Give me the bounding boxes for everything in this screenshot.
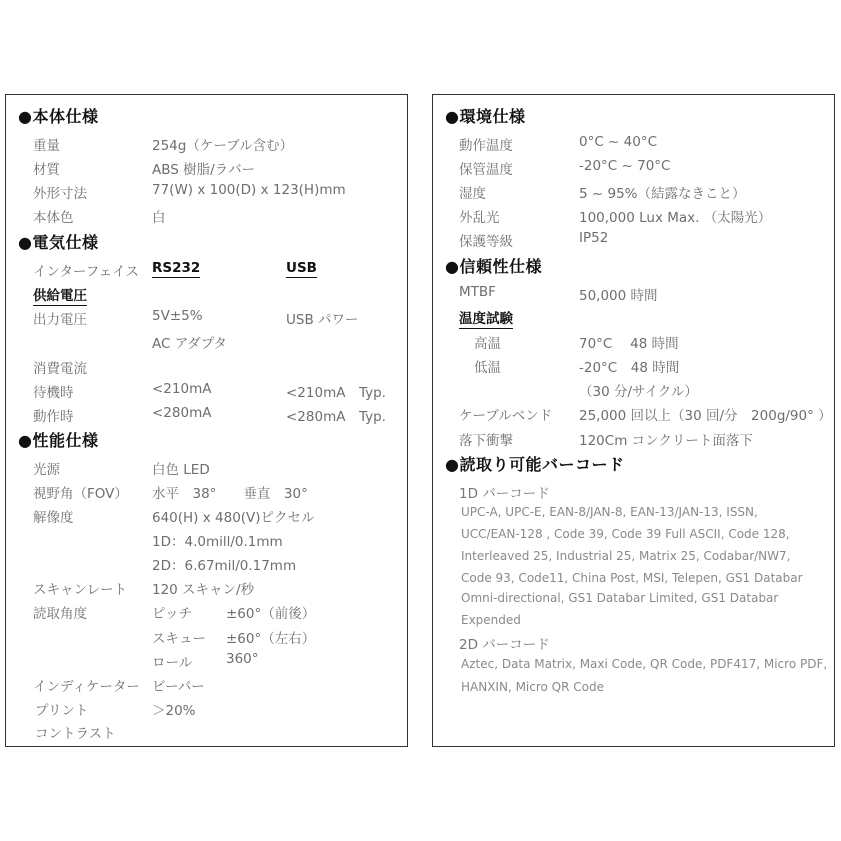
barcode-1d-line: UCC/EAN-128 , Code 39, Code 39 Full ASCII, Code 128, — [461, 527, 790, 541]
drop-label: 落下衝撃 — [459, 433, 513, 449]
operating-temp-label: 動作温度 — [459, 138, 513, 154]
cable-bend-value: 25,000 回以上（30 回/分 200g/90° ） — [579, 408, 832, 424]
output-voltage-label: 出力電圧 — [33, 312, 87, 328]
mtbf-label: MTBF — [459, 284, 496, 300]
barcode-1d-line: Code 93, Code11, China Post, MSI, Telepen, GS1 Databar — [461, 571, 803, 585]
operating-temp-value: 0°C ~ 40°C — [579, 134, 658, 150]
resolution-value-2: 1D：4.0mill/0.1mm — [152, 534, 283, 550]
interface-rs232: RS232 — [152, 260, 201, 276]
scan-rate-label: スキャンレート — [33, 582, 128, 598]
output-voltage-rs232-adapter: AC アダプタ — [152, 336, 227, 352]
performance-spec-heading: ●性能仕様 — [18, 431, 99, 450]
temp-test-subheading: 温度試験 — [459, 307, 513, 329]
high-temp-value: 70°C 48 時間 — [579, 336, 679, 352]
active-usb: <280mA Typ. — [286, 409, 386, 425]
humidity-label: 湿度 — [459, 186, 486, 202]
color-value: 白 — [152, 210, 166, 226]
standby-usb: <210mA Typ. — [286, 385, 386, 401]
resolution-label: 解像度 — [33, 510, 74, 526]
print-label: プリント — [35, 703, 89, 719]
dimensions-value: 77(W) x 100(D) x 123(H)mm — [152, 182, 346, 198]
cable-bend-label: ケーブルベンド — [459, 408, 553, 424]
standby-rs232: <210mA — [152, 381, 212, 397]
read-angle-label: 読取角度 — [33, 606, 87, 622]
mtbf-value: 50,000 時間 — [579, 288, 658, 304]
body-spec-heading: ●本体仕様 — [18, 107, 99, 126]
barcode-2d-heading: 2D バーコード — [459, 637, 550, 653]
contrast-label: コントラスト — [35, 726, 116, 742]
light-source-value: 白色 LED — [152, 462, 210, 478]
roll-label: ロール — [152, 655, 193, 671]
supply-voltage-subheading: 供給電圧 — [33, 284, 87, 306]
reliability-spec-heading: ●信頼性仕様 — [445, 257, 542, 276]
color-label: 本体色 — [33, 210, 74, 226]
barcode-1d-line: UPC-A, UPC-E, EAN-8/JAN-8, EAN-13/JAN-13, ISSN, — [461, 505, 758, 519]
barcodes-heading: ●読取り可能バーコード — [445, 455, 625, 474]
ambient-light-value: 100,000 Lux Max. （太陽光） — [579, 210, 772, 226]
high-temp-label: 高温 — [474, 336, 501, 352]
storage-temp-label: 保管温度 — [459, 162, 513, 178]
ambient-light-label: 外乱光 — [459, 210, 500, 226]
barcode-1d-line: Expended — [461, 613, 521, 627]
material-label: 材質 — [33, 162, 60, 178]
protection-label: 保護等級 — [459, 234, 513, 250]
current-label: 消費電流 — [33, 361, 87, 377]
light-source-label: 光源 — [33, 462, 60, 478]
electrical-spec-heading: ●電気仕様 — [18, 233, 99, 252]
material-value: ABS 樹脂/ラバー — [152, 162, 256, 178]
protection-value: IP52 — [579, 230, 609, 246]
barcode-1d-line: Omni-directional, GS1 Databar Limited, GS1 Databar — [461, 591, 779, 605]
indicator-label: インディケーター — [33, 679, 140, 695]
output-voltage-usb: USB パワー — [286, 312, 359, 328]
barcode-1d-line: Interleaved 25, Industrial 25, Matrix 25, Codabar/NW7, — [461, 549, 791, 563]
barcode-1d-heading: 1D バーコード — [459, 486, 550, 502]
weight-value: 254g（ケーブル含む） — [152, 138, 294, 154]
skew-label: スキュー — [152, 631, 206, 647]
resolution-value-1: 640(H) x 480(V)ピクセル — [152, 510, 315, 526]
low-temp-value: -20°C 48 時間 — [579, 360, 680, 376]
print-value: ＞20% — [152, 703, 196, 719]
standby-label: 待機時 — [33, 385, 74, 401]
fov-value: 水平 38° 垂直 30° — [152, 486, 308, 502]
dimensions-label: 外形寸法 — [33, 186, 87, 202]
storage-temp-value: -20°C ~ 70°C — [579, 158, 671, 174]
pitch-value: ±60°（前後） — [226, 606, 316, 622]
cycle-value: （30 分/サイクル） — [579, 384, 698, 400]
resolution-value-3: 2D：6.67mil/0.17mm — [152, 558, 297, 574]
drop-value: 120Cm コンクリート面落下 — [579, 433, 753, 449]
interface-usb: USB — [286, 260, 317, 276]
indicator-value: ビーパー — [152, 679, 205, 695]
output-voltage-rs232: 5V±5% — [152, 308, 203, 324]
weight-label: 重量 — [33, 138, 60, 154]
fov-label: 視野角（FOV） — [33, 486, 128, 502]
low-temp-label: 低温 — [474, 360, 501, 376]
skew-value: ±60°（左右） — [226, 631, 316, 647]
active-rs232: <280mA — [152, 405, 212, 421]
scan-rate-value: 120 スキャン/秒 — [152, 582, 255, 598]
interface-label: インターフェイス — [33, 264, 139, 280]
pitch-label: ピッチ — [152, 606, 192, 622]
humidity-value: 5 ~ 95%（結露なきこと） — [579, 186, 746, 202]
barcode-2d-line: HANXIN, Micro QR Code — [461, 680, 605, 694]
roll-value: 360° — [226, 651, 259, 667]
active-label: 動作時 — [33, 409, 74, 425]
barcode-2d-line: Aztec, Data Matrix, Maxi Code, QR Code, PDF417, Micro PDF, — [461, 657, 828, 671]
environment-spec-heading: ●環境仕様 — [445, 107, 526, 126]
